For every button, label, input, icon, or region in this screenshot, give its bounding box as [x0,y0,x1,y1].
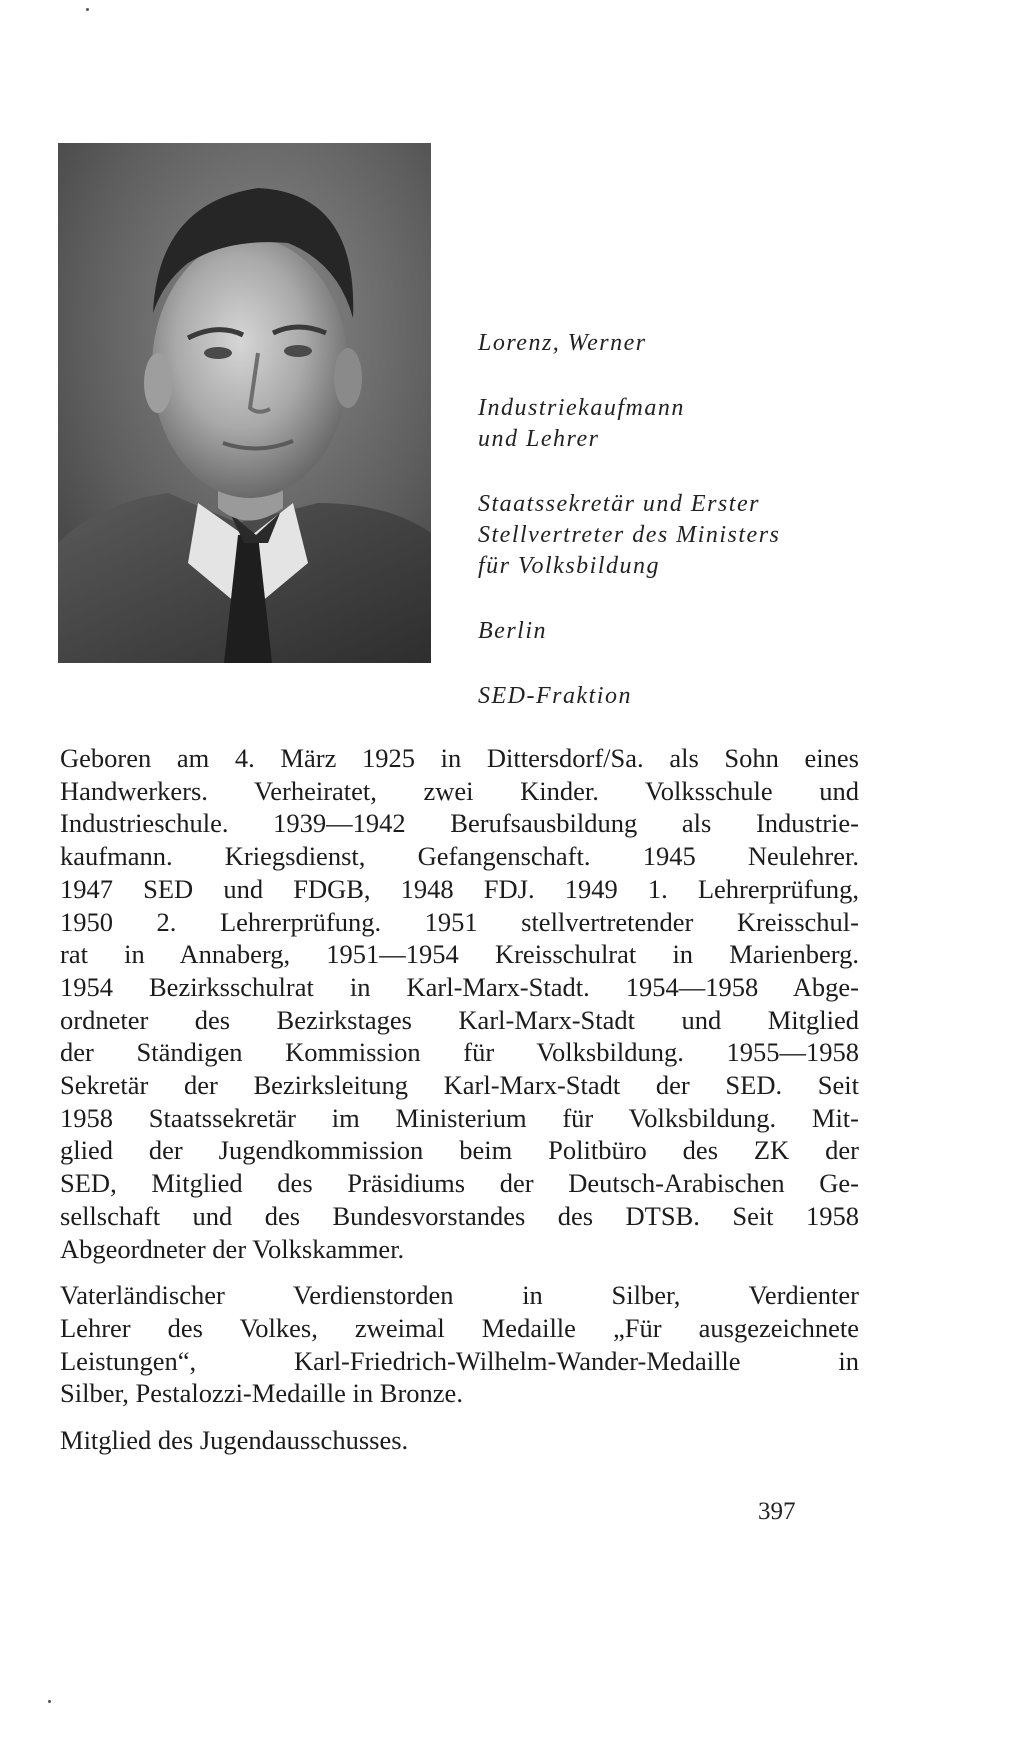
biography [60,742,859,1457]
bio-line: Silber, Pestalozzi-Medaille in Bronze. [60,1378,463,1409]
bio-line: der Ständigen Kommission für Volksbildung. 1955—1958 [60,1037,859,1068]
bio-line: Mitglied des Jugendausschusses. [60,1425,409,1456]
position-line: Staatssekretär und Erster [478,491,760,517]
bio-line: rat in Annaberg, 1951—1954 Kreisschulrat in Marienberg. [60,939,859,970]
bio-line: Vaterländischer Verdienstorden in Silber, Verdienter [60,1280,859,1311]
bio-line: 1947 SED und FDGB, 1948 FDJ. 1949 1. Lehrerprüfung, [60,873,859,904]
position-line: für Volksbildung [478,553,661,579]
print-speck [86,8,89,11]
bio-line: Sekretär der Bezirksleitung Karl-Marx-Stadt der SED. Seit [60,1070,859,1101]
profession-line: und Lehrer [478,426,600,452]
location: Berlin [478,618,547,644]
bio-line: Abgeordneter der Volkskammer. [60,1233,405,1264]
biography-paragraph-career [60,742,859,1265]
biography-paragraph-awards [60,1279,859,1410]
biography-paragraph-membership [60,1424,859,1457]
bio-line: glied der Jugendkommission beim Politbüro des ZK der [60,1135,859,1166]
person-name: Lorenz, Werner [478,330,647,356]
position-line: Stellvertreter des Ministers [478,522,781,548]
bio-line: 1954 Bezirksschulrat in Karl-Marx-Stadt. 1954—1958 Abge- [60,971,859,1002]
bio-line: Lehrer des Volkes, zweimal Medaille „Für ausgezeichnete [60,1312,859,1343]
page-number: 397 [758,1498,796,1525]
bio-line: ordneter des Bezirkstages Karl-Marx-Stadt und Mitglied [60,1004,859,1035]
bio-line: 1958 Staatssekretär im Ministerium für Volksbildung. Mit- [60,1102,859,1133]
bio-line: SED, Mitglied des Präsidiums der Deutsch-Arabischen Ge- [60,1168,859,1199]
bio-line: Leistungen“, Karl-Friedrich-Wilhelm-Wander-Medaille in [60,1345,859,1376]
bio-line: kaufmann. Kriegsdienst, Gefangenschaft. 1945 Neulehrer. [60,841,859,872]
profession-line: Industriekaufmann [478,395,685,421]
bio-line: Geboren am 4. März 1925 in Dittersdorf/Sa. als Sohn eines [60,743,859,773]
faction: SED-Fraktion [478,683,632,709]
bio-line: Industrieschule. 1939—1942 Berufsausbildung als Industrie- [60,808,859,839]
portrait-photo [58,143,431,663]
bio-line: Handwerkers. Verheiratet, zwei Kinder. Volksschule und [60,775,859,806]
profile-meta [478,328,978,712]
bio-line: sellschaft und des Bundesvorstandes des DTSB. Seit 1958 [60,1200,859,1231]
portrait-illustration [58,143,431,663]
print-speck [48,1700,51,1703]
bio-line: 1950 2. Lehrerprüfung. 1951 stellvertretender Kreisschul- [60,906,859,937]
